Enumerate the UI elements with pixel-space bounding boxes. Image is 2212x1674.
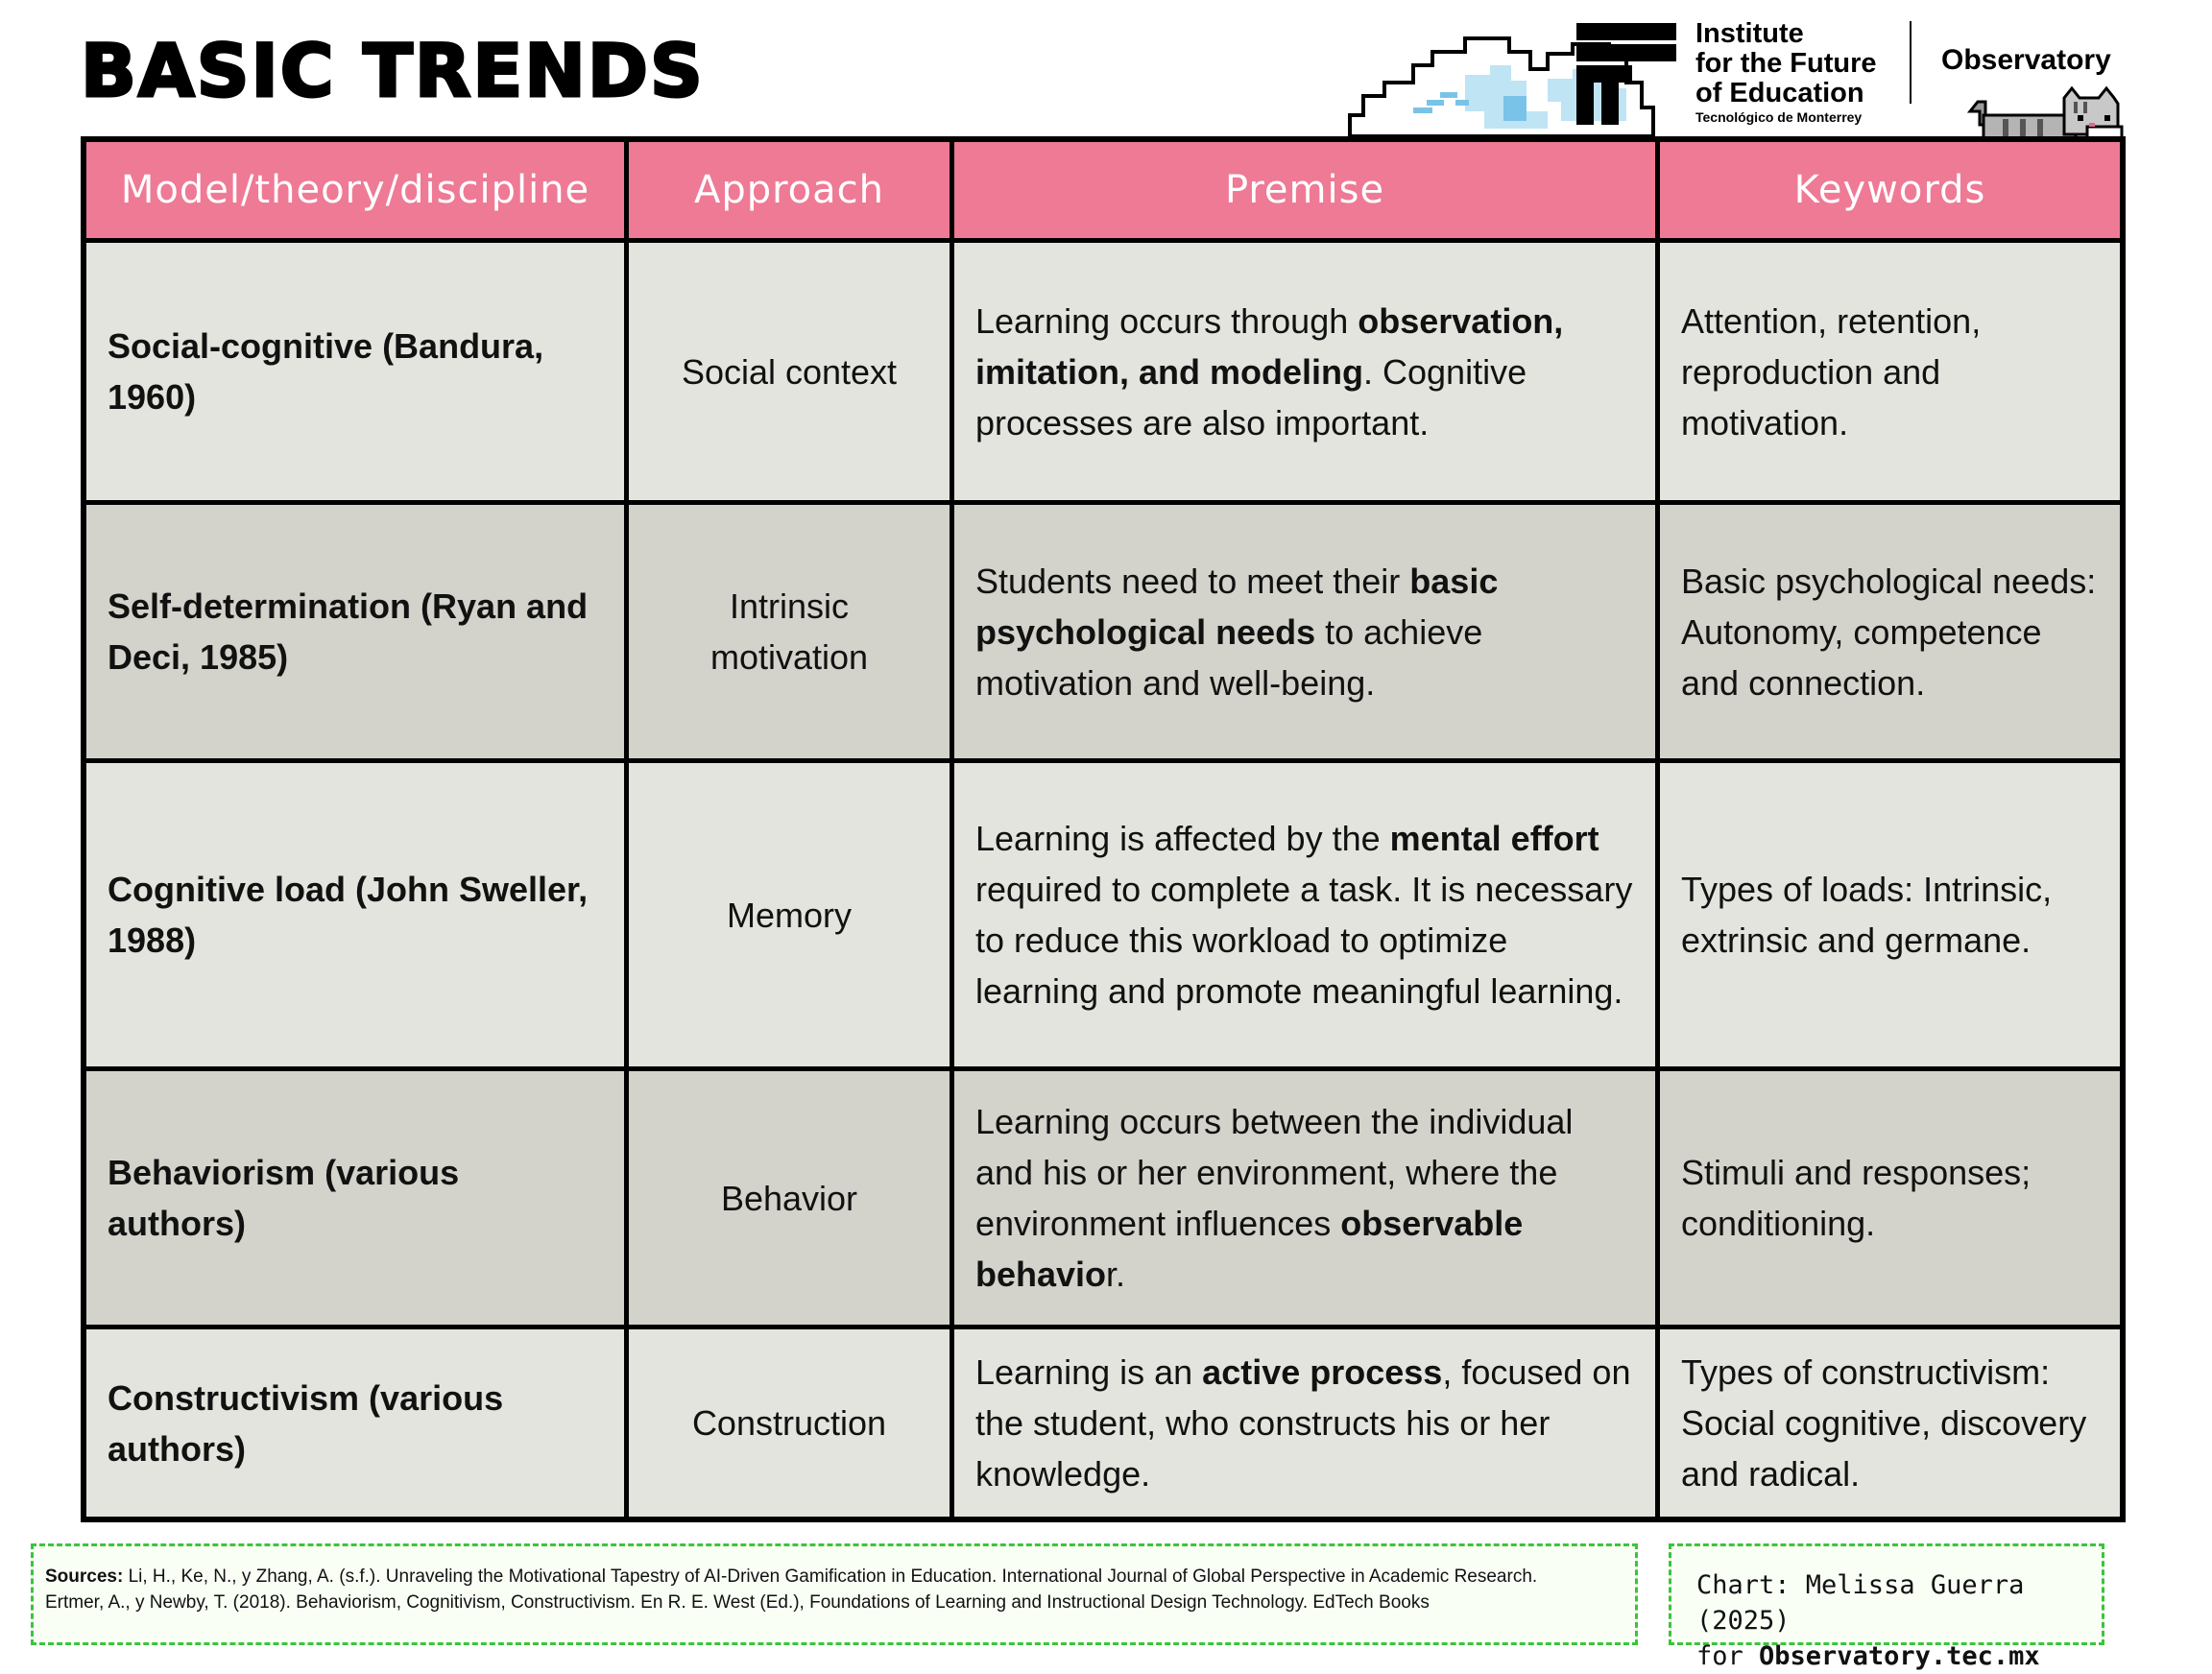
page-title: BASIC TRENDS (81, 28, 705, 113)
institute-line-2: for the Future (1695, 48, 1877, 79)
premise-text: Learning occurs through (975, 300, 1358, 341)
table-cell-keywords: Stimuli and responses; conditioning. (1660, 1071, 2120, 1325)
table-cell-premise (954, 243, 1655, 500)
header-approach: Approach (629, 142, 950, 238)
premise-text: , focused on the student, who constructs his or her knowledge. (975, 1352, 1631, 1494)
premise-emphasis: active process (1202, 1352, 1443, 1392)
table-cell-keywords: Attention, retention, reproduction and motivation. (1660, 243, 2120, 500)
source-citation-2: Ertmer, A., y Newby, T. (2018). Behaviorism, Cognitivism, Constructivism. En R. E. West (Ed.), Foundations of Learning and Instructional Design Technology. EdTech Books (45, 1592, 1430, 1613)
sources-label: Sources: (45, 1566, 124, 1587)
sources-box (31, 1543, 1638, 1645)
table-cell-premise (954, 1329, 1655, 1517)
premise-text: Learning occurs between the individual and his or her environment, where the environment influences (975, 1102, 1574, 1243)
institute-line-1: Institute (1695, 18, 1804, 49)
premise-emphasis: basic psychological needs (975, 561, 1499, 652)
credit-for: for (1696, 1641, 1760, 1671)
brand-divider (1910, 21, 1911, 104)
chart-credit: Chart: Melissa Guerra (2025) (1696, 1570, 2025, 1636)
table-cell-keywords: Types of constructivism: Social cognitive, discovery and radical. (1660, 1329, 2120, 1517)
table-cell-premise (954, 505, 1655, 758)
institute-line-3: of Education (1695, 78, 1864, 108)
header-premise: Premise (954, 142, 1655, 238)
header-model: Model/theory/discipline (86, 142, 624, 238)
table-cell-model: Social-cognitive (Bandura, 1960) (86, 243, 624, 500)
table-cell-model: Behaviorism (various authors) (86, 1071, 624, 1325)
institute-subtitle: Tecnológico de Monterrey (1695, 109, 1863, 125)
premise-emphasis: mental effort (1389, 819, 1599, 858)
table-cell-model: Constructivism (various authors) (86, 1329, 624, 1517)
premise-text: required to complete a task. It is necessary to reduce this workload to optimize learning and promote meaningful learning. (975, 870, 1633, 1011)
premise-text: r. (1106, 1255, 1126, 1294)
premise-text: Learning is an (975, 1352, 1203, 1392)
observatory-label: Observatory (1941, 44, 2111, 76)
table-cell-approach: Memory (629, 763, 950, 1066)
institute-name (1695, 19, 1877, 126)
institute-logo-icon (1563, 21, 1678, 127)
premise-text: Students need to meet their (975, 561, 1410, 601)
table-cell-approach: Behavior (629, 1071, 950, 1325)
table-cell-approach: Social context (629, 243, 950, 500)
source-citation-1: Li, H., Ke, N., y Zhang, A. (s.f.). Unraveling the Motivational Tapestry of AI-Driven Gamification in Education. International Journal of Global Perspective in Academic Research. (123, 1566, 1538, 1587)
table-cell-approach: Construction (629, 1329, 950, 1517)
header-keywords: Keywords (1660, 142, 2120, 238)
credit-box (1669, 1543, 2104, 1671)
premise-emphasis: observable behavio (975, 1204, 1524, 1294)
premise-text: . Cognitive processes are also important. (975, 351, 1527, 442)
table-cell-model: Self-determination (Ryan and Deci, 1985) (86, 505, 624, 758)
table-cell-keywords: Basic psychological needs: Autonomy, competence and connection. (1660, 505, 2120, 758)
table-cell-model: Cognitive load (John Sweller, 1988) (86, 763, 624, 1066)
table-cell-keywords: Types of loads: Intrinsic, extrinsic and germane. (1660, 763, 2120, 1066)
premise-text: to achieve motivation and well-being. (975, 611, 1483, 703)
table-cell-premise (954, 1071, 1655, 1325)
trends-table (81, 136, 2126, 1522)
table-cell-premise (954, 763, 1655, 1066)
premise-text: Learning is affected by the (975, 819, 1390, 858)
premise-emphasis: observation, imitation, and modeling (975, 300, 1564, 392)
table-cell-approach: Intrinsic motivation (629, 505, 950, 758)
credit-site-link[interactable]: Observatory.tec.mx (1759, 1641, 2040, 1671)
